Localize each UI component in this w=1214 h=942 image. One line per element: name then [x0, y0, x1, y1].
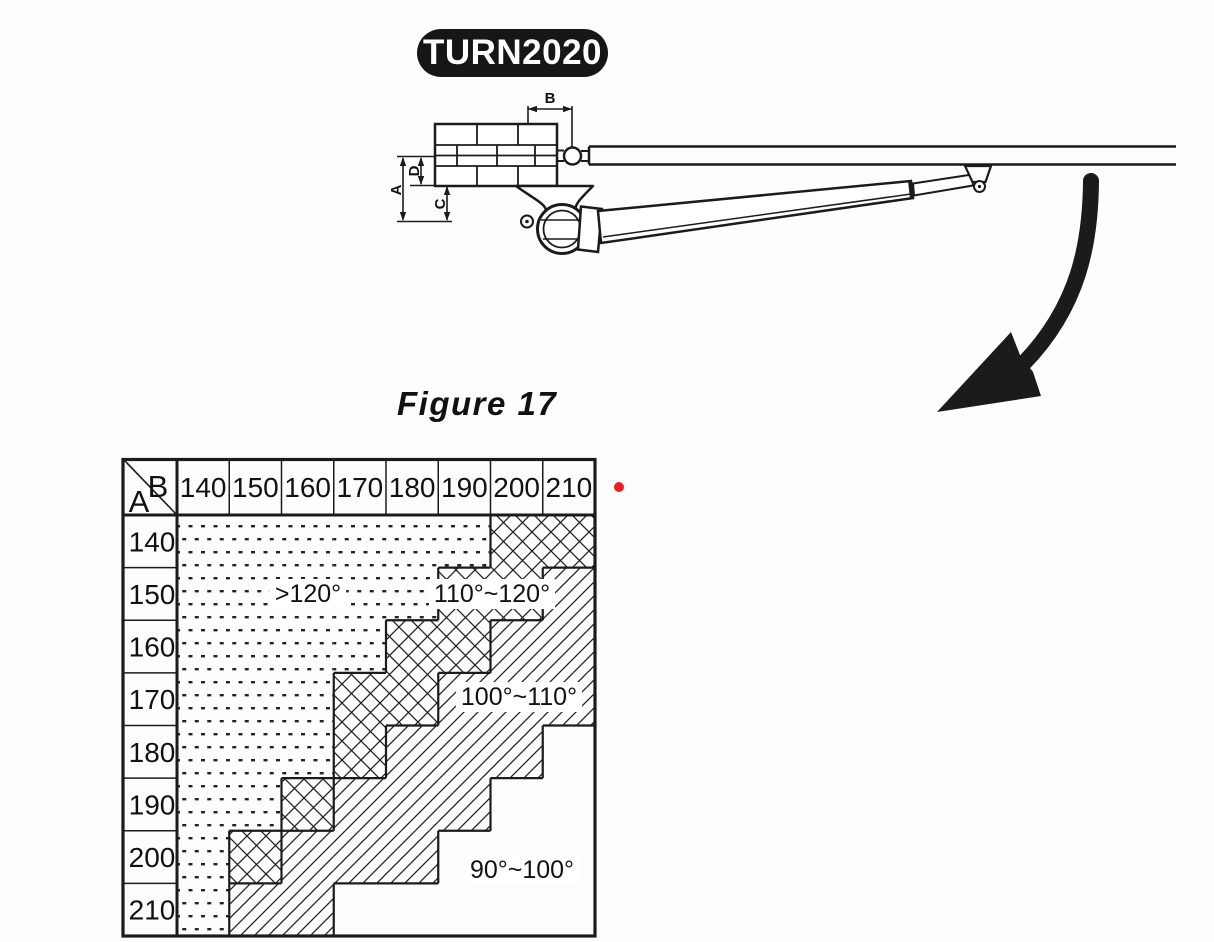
corner-col-axis: B	[147, 469, 169, 504]
matrix-cell	[386, 778, 438, 831]
matrix-cell	[491, 515, 543, 568]
matrix-cell	[177, 568, 229, 621]
col-header: 210	[545, 472, 593, 503]
matrix-cell	[282, 673, 334, 726]
red-dot-marker	[614, 482, 624, 492]
row-header: 190	[128, 789, 176, 821]
product-badge: TURN2020	[417, 29, 608, 77]
row-header: 180	[128, 736, 176, 768]
gate-leaf	[557, 147, 1176, 165]
matrix-cell	[282, 778, 334, 831]
matrix-cell	[177, 883, 229, 936]
region-label: >120°	[274, 580, 342, 608]
matrix-cell	[386, 831, 438, 884]
matrix-cell	[438, 726, 490, 779]
dim-label-c: C	[432, 198, 449, 210]
matrix-cell	[334, 515, 386, 568]
ball-joint	[564, 148, 581, 165]
matrix-cell	[543, 515, 595, 568]
matrix-cell	[177, 726, 229, 779]
col-header: 160	[284, 472, 331, 503]
installation-diagram	[388, 90, 1176, 412]
col-header: 140	[179, 472, 227, 503]
corner-row-axis: A	[128, 484, 150, 519]
region-label: 100°~110°	[460, 683, 578, 711]
col-header: 170	[336, 472, 384, 503]
col-header: 180	[388, 472, 436, 503]
row-header: 200	[128, 842, 176, 874]
row-header: 210	[128, 894, 176, 926]
motor-pivot	[521, 216, 533, 228]
matrix-cell	[282, 883, 334, 936]
matrix-cell	[386, 673, 438, 726]
matrix-cell	[438, 515, 490, 568]
matrix-cell	[438, 778, 490, 831]
matrix-cell	[282, 831, 334, 884]
row-header: 160	[128, 631, 176, 663]
matrix-cell	[491, 726, 543, 779]
matrix-cell	[386, 726, 438, 779]
row-header: 150	[128, 578, 176, 610]
matrix-cell	[334, 620, 386, 673]
matrix-cell	[282, 515, 334, 568]
matrix-cell	[229, 778, 281, 831]
figure-title: Figure 17	[397, 385, 558, 422]
matrix-cell	[229, 831, 281, 884]
matrix-cell	[282, 726, 334, 779]
row-header: 170	[128, 684, 176, 716]
matrix-cell	[438, 620, 490, 673]
matrix-cell	[543, 620, 595, 673]
matrix-cell	[334, 778, 386, 831]
matrix-cell	[229, 515, 281, 568]
matrix-cell	[282, 620, 334, 673]
matrix-cell	[386, 620, 438, 673]
swing-direction-arrow	[937, 181, 1091, 412]
col-header: 150	[232, 472, 279, 503]
matrix-cell	[177, 778, 229, 831]
region-label: 90°~100°	[469, 856, 575, 884]
matrix-cell	[229, 726, 281, 779]
matrix-cell	[334, 726, 386, 779]
matrix-cell	[386, 515, 438, 568]
matrix-cell	[229, 883, 281, 936]
dim-label-d: D	[406, 165, 423, 177]
matrix-cell	[177, 673, 229, 726]
dim-label-a: A	[388, 184, 405, 196]
matrix-cell	[177, 515, 229, 568]
actuator-arm	[598, 175, 973, 244]
col-header: 200	[493, 472, 540, 503]
angle-chart	[123, 460, 595, 936]
dim-label-b: B	[544, 90, 556, 107]
matrix-cell	[177, 620, 229, 673]
matrix-cell	[334, 831, 386, 884]
motor-body	[538, 205, 603, 254]
matrix-cell	[229, 620, 281, 673]
col-header: 190	[441, 472, 488, 503]
matrix-cell	[229, 673, 281, 726]
matrix-cell	[334, 673, 386, 726]
row-header: 140	[128, 526, 176, 558]
matrix-cell	[177, 831, 229, 884]
region-label: 110°~120°	[433, 580, 551, 608]
brick-pier	[435, 124, 557, 186]
matrix-cell	[491, 620, 543, 673]
